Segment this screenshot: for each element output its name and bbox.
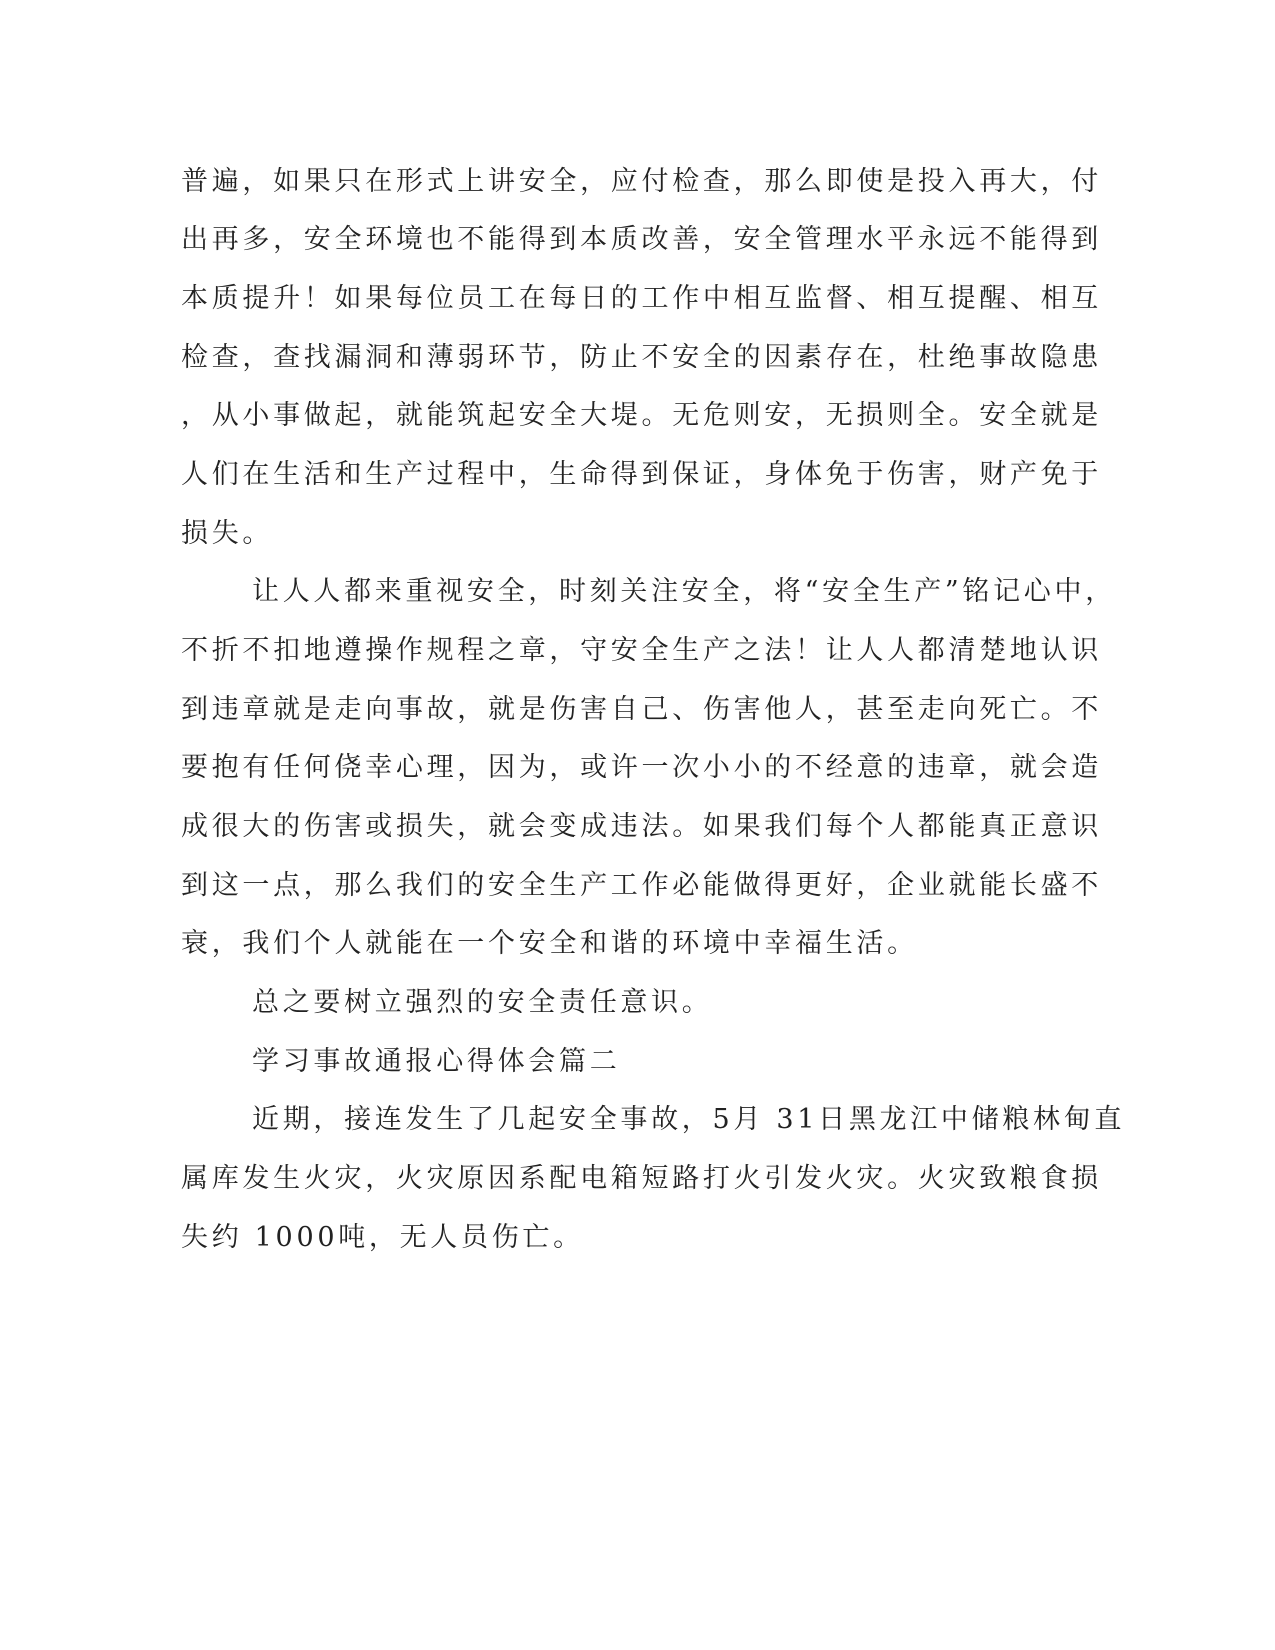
text-line: 到违章就是走向事故，就是伤害自己、伤害他人，甚至走向死亡。不	[181, 694, 1102, 725]
text-line: 普遍，如果只在形式上讲安全，应付检查，那么即使是投入再大，付	[181, 166, 1102, 197]
text-line: 人们在生活和生产过程中，生命得到保证，身体免于伤害，财产免于	[181, 459, 1102, 490]
text-line: ，从小事做起，就能筑起安全大堤。无危则安，无损则全。安全就是	[181, 400, 1102, 431]
paragraph-first-line: 总之要树立强烈的安全责任意识。	[252, 987, 713, 1018]
text-line: 本质提升！如果每位员工在每日的工作中相互监督、相互提醒、相互	[181, 283, 1102, 314]
text-line: 属库发生火灾，火灾原因系配电箱短路打火引发火灾。火灾致粮食损	[181, 1163, 1102, 1194]
text-line: 要抱有任何侥幸心理，因为，或许一次小小的不经意的违章，就会造	[181, 752, 1102, 783]
paragraph-first-line: 近期，接连发生了几起安全事故，5月 31日黑龙江中储粮林甸直	[252, 1104, 1126, 1135]
text-line: 损失。	[181, 518, 274, 549]
text-line: 成很大的伤害或损失，就会变成违法。如果我们每个人都能真正意识	[181, 811, 1102, 842]
paragraph-first-line: 让人人都来重视安全，时刻关注安全，将“安全生产”铭记心中，	[252, 576, 1116, 607]
section-heading: 学习事故通报心得体会篇二	[252, 1046, 621, 1077]
text-line: 失约 1000吨，无人员伤亡。	[181, 1222, 584, 1253]
text-line: 到这一点，那么我们的安全生产工作必能做得更好，企业就能长盛不	[181, 870, 1102, 901]
text-line: 出再多，安全环境也不能得到本质改善，安全管理水平永远不能得到	[181, 224, 1102, 255]
text-line: 不折不扣地遵操作规程之章，守安全生产之法！让人人都清楚地认识	[181, 635, 1102, 666]
text-line: 检查，查找漏洞和薄弱环节，防止不安全的因素存在，杜绝事故隐患	[181, 342, 1102, 373]
text-line: 衰，我们个人就能在一个安全和谐的环境中幸福生活。	[181, 928, 918, 959]
